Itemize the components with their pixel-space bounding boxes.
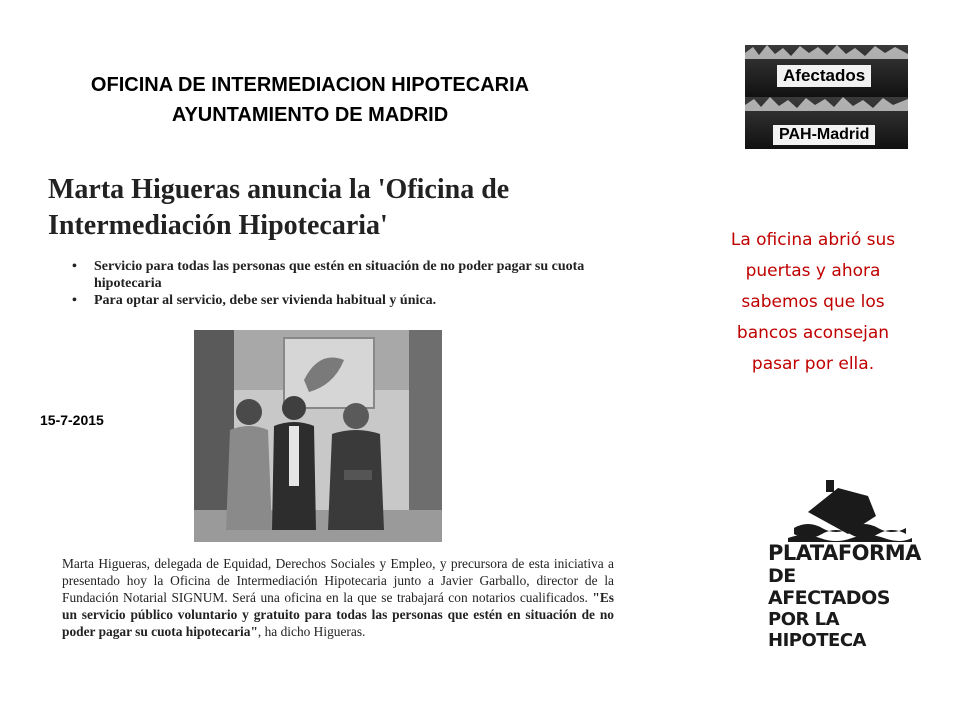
afectados-pah-madrid-badge — [745, 45, 908, 149]
article-text: Marta Higueras, delegada de Equidad, Derechos Sociales y Empleo, y precursora de esta iniciativa a presentado hoy la Oficina de Intermediación Hipotecaria junto a Javier Garballo, director de la Fundación Notarial SIGNUM. Será una oficina en la que se trabajará con notarios cualificados. — [62, 556, 614, 605]
press-photo — [194, 330, 442, 542]
bullet-item: • Servicio para todas las personas que estén en situación de no poder pagar su cuota hipotecaria — [70, 258, 630, 292]
pah-logo-text — [768, 541, 921, 651]
badge-label-afectados: Afectados — [777, 65, 871, 87]
press-photo-image — [194, 330, 442, 542]
clipping-bullet-list — [70, 258, 630, 309]
article-tail: , ha dicho Higueras. — [257, 624, 366, 639]
bullet-item: • Para optar al servicio, debe ser vivienda habitual y única. — [70, 292, 630, 309]
logo-line-3: POR LA HIPOTECA — [768, 609, 866, 651]
clipping-headline: Marta Higueras anuncia la 'Oficina de Intermediación Hipotecaria' — [48, 174, 510, 241]
title-line-1: OFICINA DE INTERMEDIACION HIPOTECARIA — [90, 74, 530, 96]
logo-line-2: DE AFECTADOS — [768, 565, 890, 609]
side-note: La oficina abrió sus puertas y ahora sabemos que los bancos aconsejan pasar por ella. — [730, 230, 896, 374]
page-title — [40, 70, 580, 130]
logo-line-1: PLATAFORMA — [768, 541, 921, 565]
date-label: 15-7-2015 — [40, 412, 104, 428]
badge-label-pah-madrid: PAH-Madrid — [773, 125, 875, 145]
sinking-house-icon — [768, 478, 918, 542]
article-paragraph — [62, 555, 614, 640]
title-line-2: AYUNTAMIENTO DE MADRID — [171, 104, 449, 126]
pah-logo — [768, 478, 921, 651]
article-quote: "Es un servicio público voluntario y gratuito para todas las personas que estén en situación de no poder pagar su cuota hipotecaria" — [62, 590, 614, 639]
